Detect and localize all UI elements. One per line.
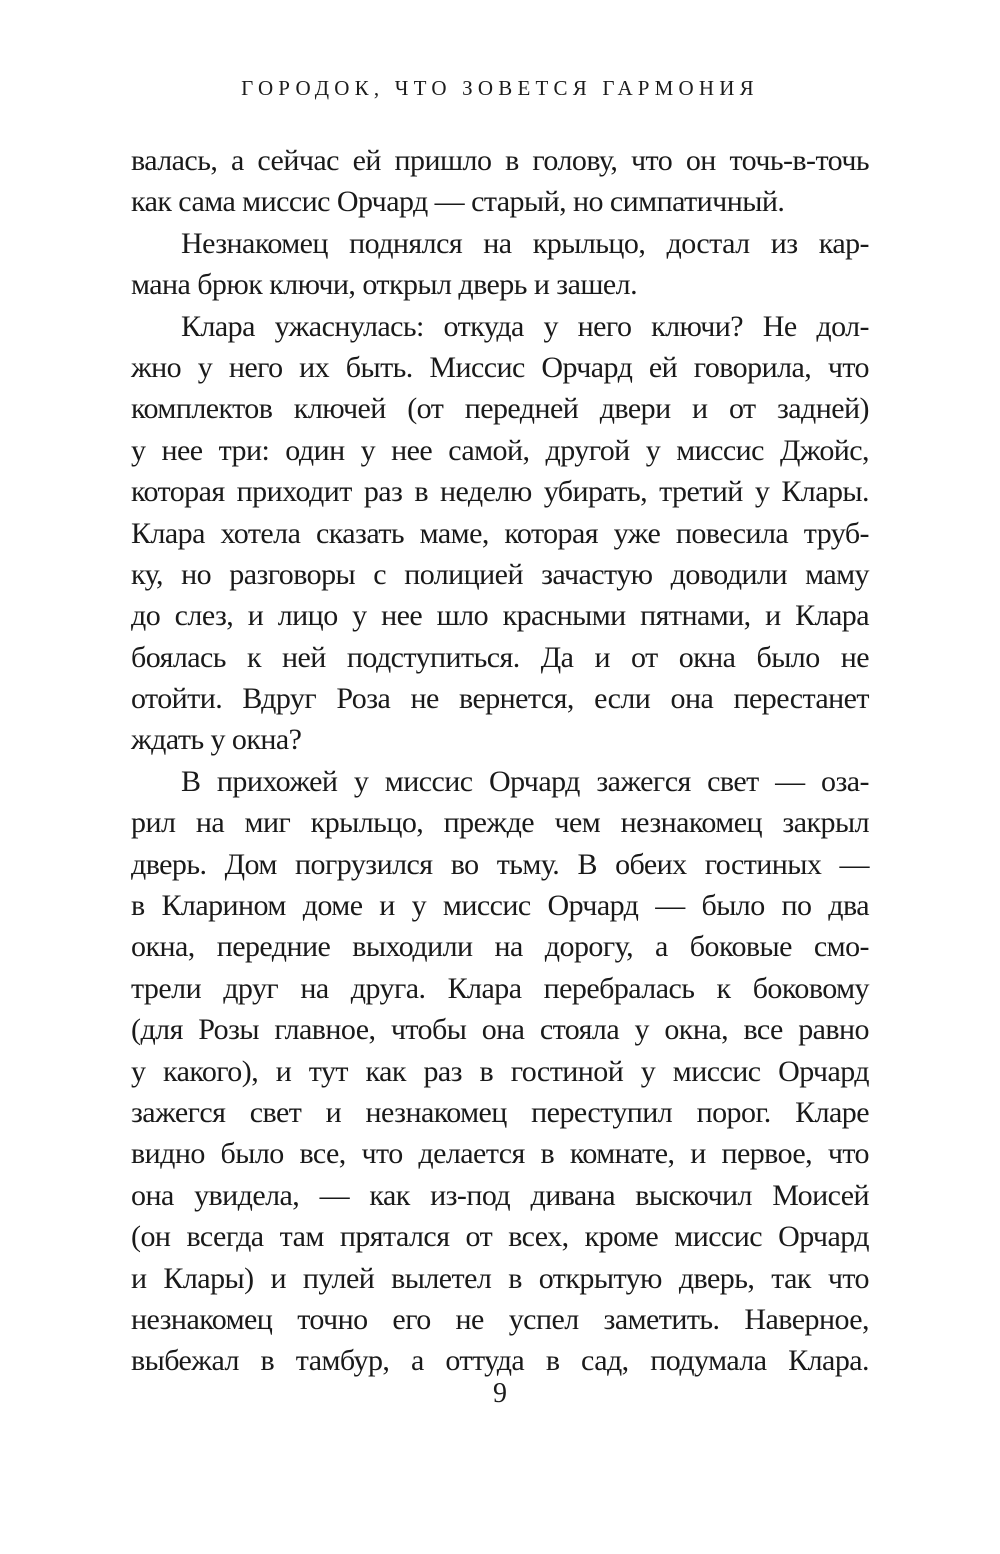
text-line: в Кларином доме и у миссис Орчард — было по два <box>131 889 869 923</box>
text-line: рил на миг крыльцо, прежде чем незнакомец закрыл <box>131 806 869 840</box>
text-line: ку, но разговоры с полицией зачастую доводили маму <box>131 557 869 591</box>
text-line: жно у него их быть. Миссис Орчард ей говорила, что <box>131 350 869 384</box>
text-line: боялась к ней подступиться. Да и от окна было не <box>131 640 869 674</box>
text-line: зажегся свет и незнакомец переступил порог. Кларе <box>131 1095 869 1129</box>
text-line: Клара хотела сказать маме, которая уже повесила труб- <box>131 516 869 550</box>
text-line: валась, а сейчас ей пришло в голову, что он точь-в-точь <box>131 144 869 177</box>
text-line: (он всегда там прятался от всех, кроме миссис Орчард <box>131 1220 869 1254</box>
text-line: комплектов ключей (от передней двери и от задней) <box>131 392 869 426</box>
text-line: Клара ужаснулась: откуда у него ключи? Не дол- <box>181 309 869 343</box>
text-line: у нее три: один у нее самой, другой у миссис Джойс, <box>131 433 869 467</box>
text-line: дверь. Дом погрузился во тьму. В обеих гостиных — <box>131 847 869 881</box>
text-line: она увидела, — как из-под дивана выскочил Моисей <box>131 1178 869 1212</box>
text-line: В прихожей у миссис Орчард зажегся свет — оза- <box>181 764 869 798</box>
text-line: трели друг на друга. Клара перебралась к боковому <box>131 971 869 1005</box>
text-line: отойти. Вдруг Роза не вернется, если она перестанет <box>131 682 869 716</box>
text-line: Незнакомец поднялся на крыльцо, достал из кар- <box>181 226 869 260</box>
page-number: 9 <box>493 1378 507 1409</box>
text-line: (для Розы главное, чтобы она стояла у окна, все равно <box>131 1013 869 1047</box>
text-line: ждать у окна? <box>131 723 302 757</box>
text-line: как сама миссис Орчард — старый, но симпатичный. <box>131 185 785 219</box>
text-line: у какого), и тут как раз в гостиной у миссис Орчард <box>131 1054 869 1088</box>
text-line: незнакомец точно его не успел заметить. Наверное, <box>131 1302 869 1336</box>
text-line: окна, передние выходили на дорогу, а боковые смо- <box>131 930 869 964</box>
body-text <box>131 140 869 1382</box>
text-line: мана брюк ключи, открыл дверь и зашел. <box>131 268 638 302</box>
text-line: видно было все, что делается в комнате, и первое, что <box>131 1137 869 1171</box>
text-line: выбежал в тамбур, а оттуда в сад, подумала Клара. <box>131 1344 869 1378</box>
running-header: ГОРОДОК, ЧТО ЗОВЕТСЯ ГАРМОНИЯ <box>241 76 759 100</box>
text-line: до слез, и лицо у нее шло красными пятнами, и Клара <box>131 599 869 633</box>
text-line: которая приходит раз в неделю убирать, третий у Клары. <box>131 475 869 509</box>
text-line: и Клары) и пулей вылетел в открытую дверь, так что <box>131 1261 869 1295</box>
